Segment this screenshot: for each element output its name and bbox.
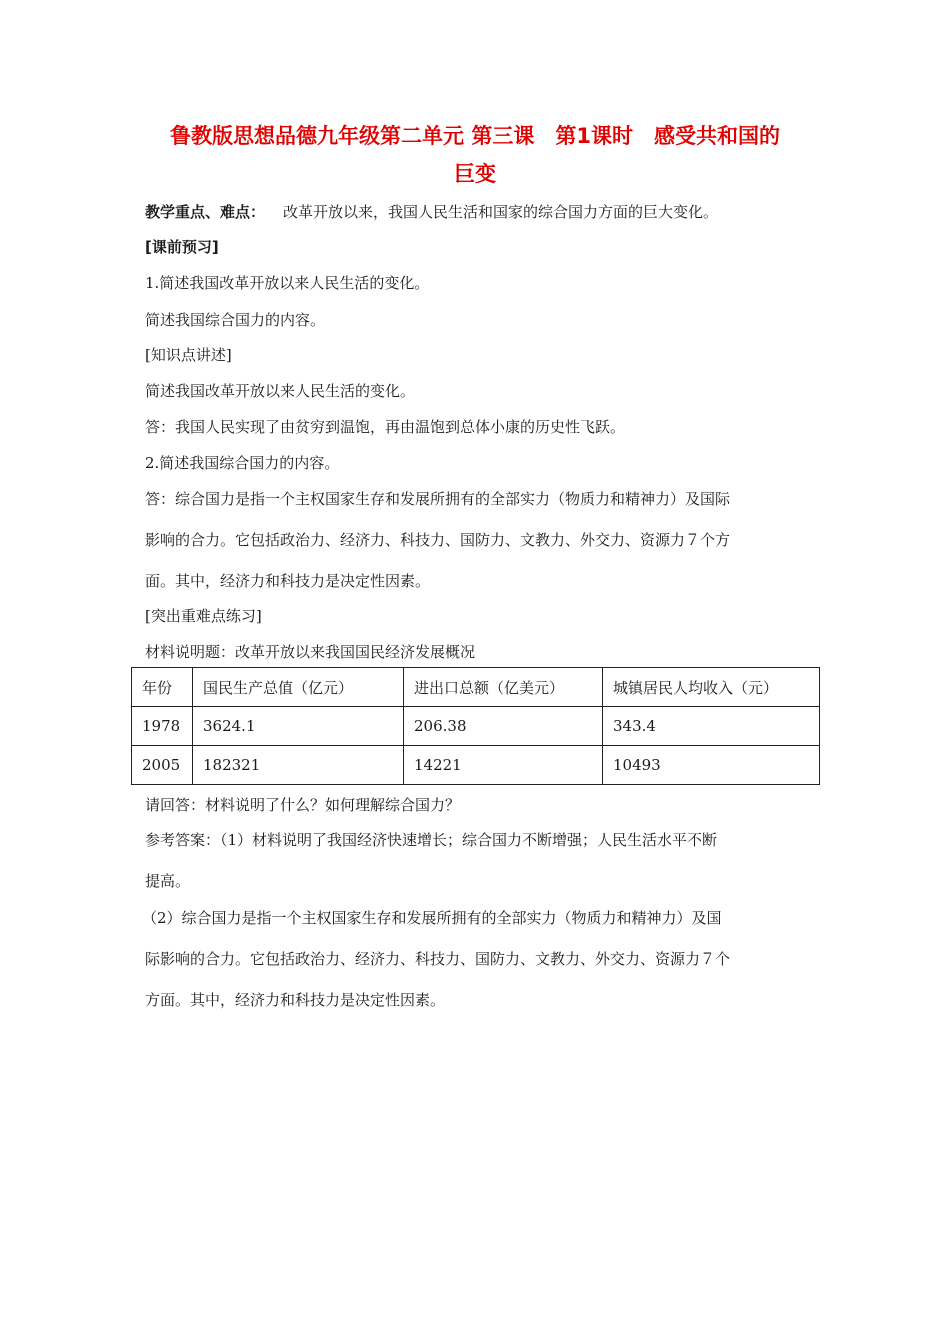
table-row [132, 707, 820, 746]
document-title-line2: 巨变 [454, 162, 496, 186]
document-title-line1: 鲁教版思想品德九年级第二单元 第三课 第1课时 感受共和国的 [170, 124, 780, 148]
table-cell: 2005 [132, 746, 193, 785]
knowledge-answer-2-line-1: 答：综合国力是指一个主权国家生存和发展所拥有的全部实力（物质力和精神力）及国际 [145, 490, 731, 508]
practice-question: 请回答：材料说明了什么？如何理解综合国力？ [145, 796, 461, 814]
answer-line-2: 提高。 [145, 872, 191, 890]
preview-question-1: 1.简述我国改革开放以来人民生活的变化。 [145, 274, 430, 292]
answer-line-3: （2）综合国力是指一个主权国家生存和发展所拥有的全部实力（物质力和精神力）及国 [142, 909, 722, 927]
knowledge-heading: [知识点讲述] [145, 346, 232, 364]
table-cell: 343.4 [603, 707, 820, 746]
preview-question-2: 简述我国综合国力的内容。 [145, 311, 326, 329]
answer-line-1: 参考答案：（1）材料说明了我国经济快速增长；综合国力不断增强；人民生活水平不断 [145, 831, 718, 849]
table-header-row [132, 668, 820, 707]
knowledge-answer-1: 答：我国人民实现了由贫穷到温饱，再由温饱到总体小康的历史性飞跃。 [145, 418, 626, 436]
table-cell: 206.38 [404, 707, 603, 746]
material-title: 材料说明题：改革开放以来我国国民经济发展概况 [145, 643, 476, 661]
focus-text: 改革开放以来，我国人民生活和国家的综合国力方面的巨大变化。 [283, 203, 719, 221]
practice-heading: [突出重难点练习] [145, 607, 262, 625]
table-row [132, 746, 820, 785]
knowledge-question-1: 简述我国改革开放以来人民生活的变化。 [145, 382, 416, 400]
table-cell: 10493 [603, 746, 820, 785]
knowledge-answer-2-line-2: 影响的合力。它包括政治力、经济力、科技力、国防力、文教力、外交力、资源力７个方 [145, 531, 731, 549]
table-cell: 3624.1 [193, 707, 404, 746]
table-cell: 14221 [404, 746, 603, 785]
focus-label: 教学重点、难点： [145, 203, 266, 221]
knowledge-answer-2-line-3: 面。其中，经济力和科技力是决定性因素。 [145, 572, 431, 590]
table-header-cell: 年份 [132, 668, 193, 707]
answer-line-4: 际影响的合力。它包括政治力、经济力、科技力、国防力、文教力、外交力、资源力７个 [145, 950, 731, 968]
table-header-cell: 国民生产总值（亿元） [193, 668, 404, 707]
table-header-cell: 进出口总额（亿美元） [404, 668, 603, 707]
knowledge-question-2: 2.简述我国综合国力的内容。 [145, 454, 340, 472]
economy-table [131, 667, 820, 785]
preview-heading: [课前预习] [145, 238, 219, 256]
table-header-cell: 城镇居民人均收入（元） [603, 668, 820, 707]
answer-line-5: 方面。其中，经济力和科技力是决定性因素。 [145, 991, 446, 1009]
table-cell: 182321 [193, 746, 404, 785]
focus-paragraph [145, 202, 718, 222]
table-cell: 1978 [132, 707, 193, 746]
